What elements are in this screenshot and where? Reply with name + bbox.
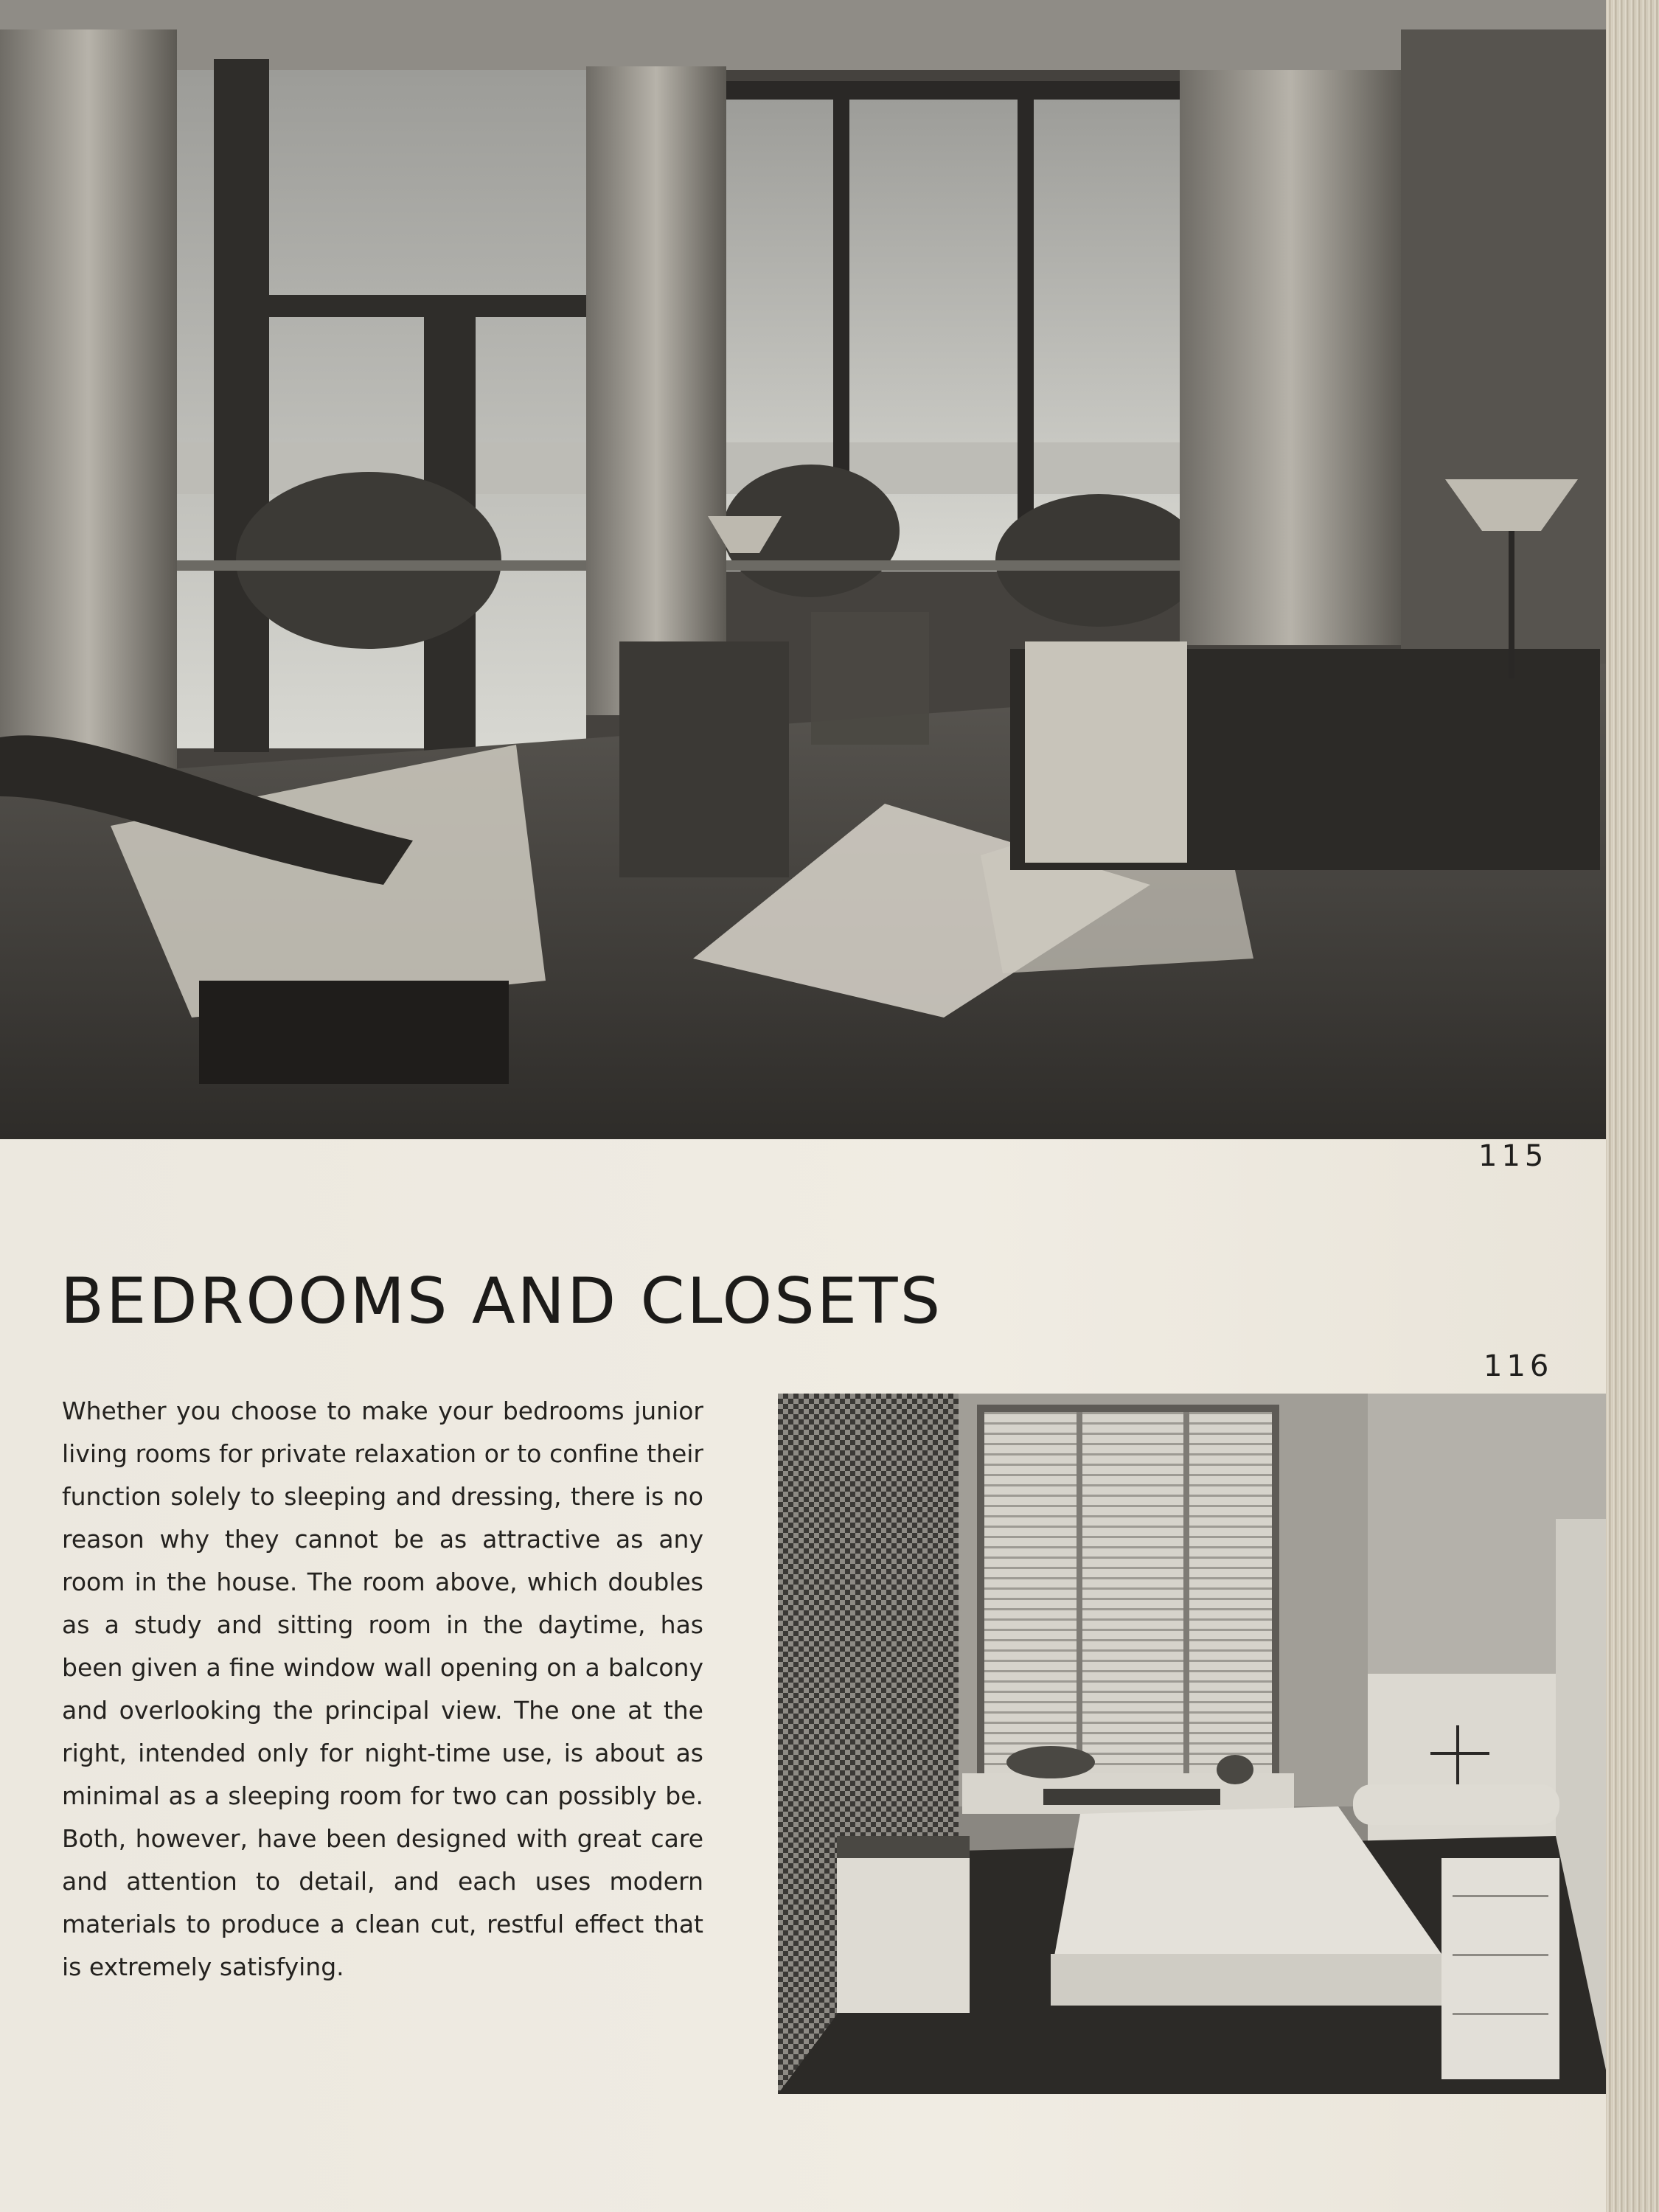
minimal-bedroom-photo: [778, 1394, 1611, 2094]
page-edges: [1606, 0, 1659, 2212]
bedroom-study-photo: [0, 0, 1606, 1139]
section-heading: BEDROOMS AND CLOSETS: [60, 1265, 943, 1338]
figure-number-116: 116: [1484, 1349, 1554, 1383]
bedroom-study-illustration: [0, 0, 1606, 1139]
minimal-bedroom-illustration: [778, 1394, 1611, 2094]
body-paragraph: Whether you choose to make your bedrooms junior living rooms for private relaxation or to confine their function solely to sleeping and dressing, there is no reason why they cannot be as attractive as any room in the house. The room above, which doubles as a study and sitting room in the daytime, has been given a fine window wall opening on a balcony and overlooking the principal view. The one at the right, intended only for night-time use, is about as minimal as a sleeping room for two can possibly be. Both, however, have been designed with great care and attention to detail, and each uses modern materials to produce a clean cut, restful effect that is extremely satisfying.: [62, 1397, 703, 1981]
figure-number-115: 115: [1478, 1139, 1548, 1173]
